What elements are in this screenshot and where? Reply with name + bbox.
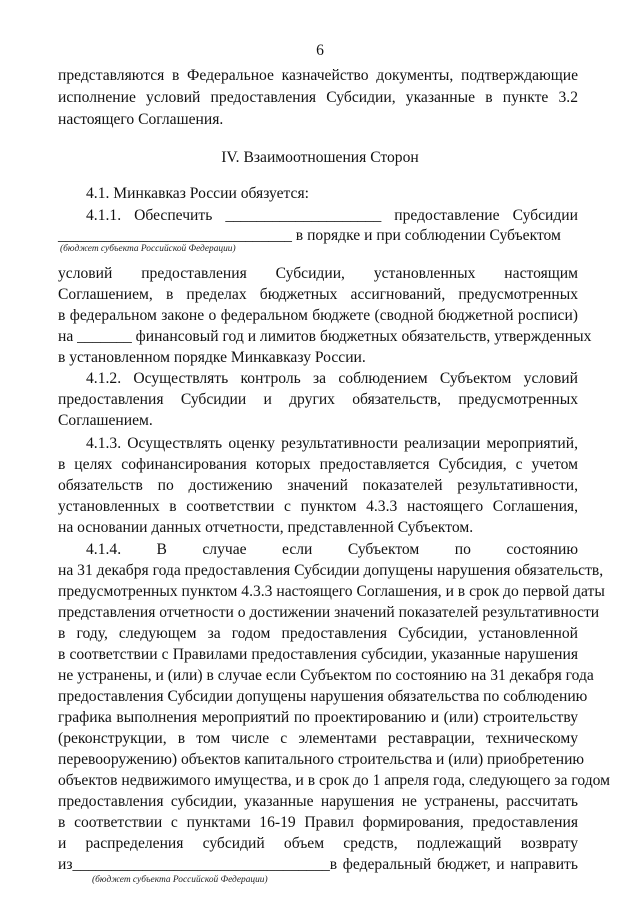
clause-4-1-1-line: на _______ финансовый год и лимитов бюджетных обязательств, утвержденных — [58, 328, 592, 345]
clause-4-1-3-line: установленных в соответствии с пунктом 4.3.3 настоящего Соглашения, — [58, 498, 578, 515]
intro-line: настоящего Соглашения. — [58, 111, 224, 128]
clause-4-1-4-line: в году, следующем за годом предоставления Субсидии, установленной — [58, 625, 578, 642]
intro-line: представляются в Федеральное казначейство документы, подтверждающие — [58, 67, 578, 84]
clause-4-1-4-line: и распределения субсидий объем средств, подлежащий возврату — [58, 835, 578, 852]
clause-4-1-2-line: предоставления Субсидии и других обязательств, предусмотренных — [58, 391, 578, 408]
clause-4-1-4-line: перевооружению) объектов капитального строительства и (или) приобретению — [58, 751, 585, 768]
clause-4-1-1-line: Соглашением, в пределах бюджетных ассигнований, предусмотренных — [58, 286, 578, 303]
budget-note: (бюджет субъекта Российской Федерации) — [60, 244, 236, 254]
clause-4-1-4-line: представления отчетности о достижении значений показателей результативности — [58, 604, 600, 621]
clause-4-1-4-line: в соответствии с пунктами 16-19 Правил формирования, предоставления — [58, 814, 578, 831]
clause-4-1-1-line: в федеральном законе о федеральном бюджете (сводной бюджетной росписи) — [58, 307, 578, 324]
clause-4-1-4-line: из_________________________________в федеральный бюджет, и направить — [58, 856, 578, 873]
clause-4-1-3-line: 4.1.3. Осуществлять оценку результативности реализации мероприятий, — [86, 435, 578, 452]
clause-4-1-heading: 4.1. Минкавказ России обязуется: — [86, 185, 309, 202]
clause-4-1-4-line: графика выполнения мероприятий по проектированию и (или) строительству — [58, 709, 578, 726]
clause-4-1-4-line: предоставления Субсидии допущены нарушения обязательства по соблюдению — [58, 688, 588, 705]
clause-4-1-3-line: обязательств по достижению значений показателей результативности, — [58, 477, 578, 494]
clause-4-1-4-line: в соответствии с Правилами предоставления субсидии, указанные нарушения — [58, 646, 578, 663]
page-number: 6 — [316, 42, 324, 59]
clause-4-1-2-line: 4.1.2. Осуществлять контроль за соблюдением Субъектом условий — [86, 370, 578, 387]
clause-4-1-4-line: (реконструкции, в том числе с элементами реставрации, техническому — [58, 730, 578, 747]
clause-4-1-4-line: не устранены, и (или) в случае если Субъектом по состоянию на 31 декабря года — [58, 667, 594, 684]
clause-4-1-1-line: ______________________________ в порядке и при соблюдении Субъектом — [58, 227, 561, 244]
clause-4-1-4-line: объектов недвижимого имущества, и в срок до 1 апреля года, следующего за годом — [58, 772, 611, 789]
clause-4-1-4-line: предоставления субсидии, указанные нарушения не устранены, рассчитать — [58, 793, 578, 810]
clause-4-1-4-line: на 31 декабря года предоставления Субсидии допущены нарушения обязательств, — [58, 562, 604, 579]
clause-4-1-1-line: условий предоставления Субсидии, установленных настоящим — [58, 265, 578, 282]
clause-4-1-3-line: в целях софинансирования которых предоставляется Субсидия, с учетом — [58, 456, 578, 473]
clause-4-1-2-line: Соглашением. — [58, 412, 153, 429]
clause-4-1-4-line: предусмотренных пунктом 4.3.3 настоящего Соглашения, и в срок до первой даты — [58, 583, 605, 600]
clause-4-1-1-line: 4.1.1. Обеспечить ____________________ предоставление Субсидии — [86, 207, 578, 224]
clause-4-1-4-line: 4.1.4. В случае если Субъектом по состоянию — [86, 541, 578, 558]
intro-line: исполнение условий предоставления Субсидии, указанные в пункте 3.2 — [58, 89, 578, 106]
section-title: IV. Взаимоотношения Сторон — [221, 149, 419, 166]
clause-4-1-3-line: на основании данных отчетности, представленной Субъектом. — [58, 519, 474, 536]
clause-4-1-1-line: в установленном порядке Минкавказу России. — [58, 349, 366, 366]
budget-note: (бюджет субъекта Российской Федерации) — [92, 875, 268, 885]
